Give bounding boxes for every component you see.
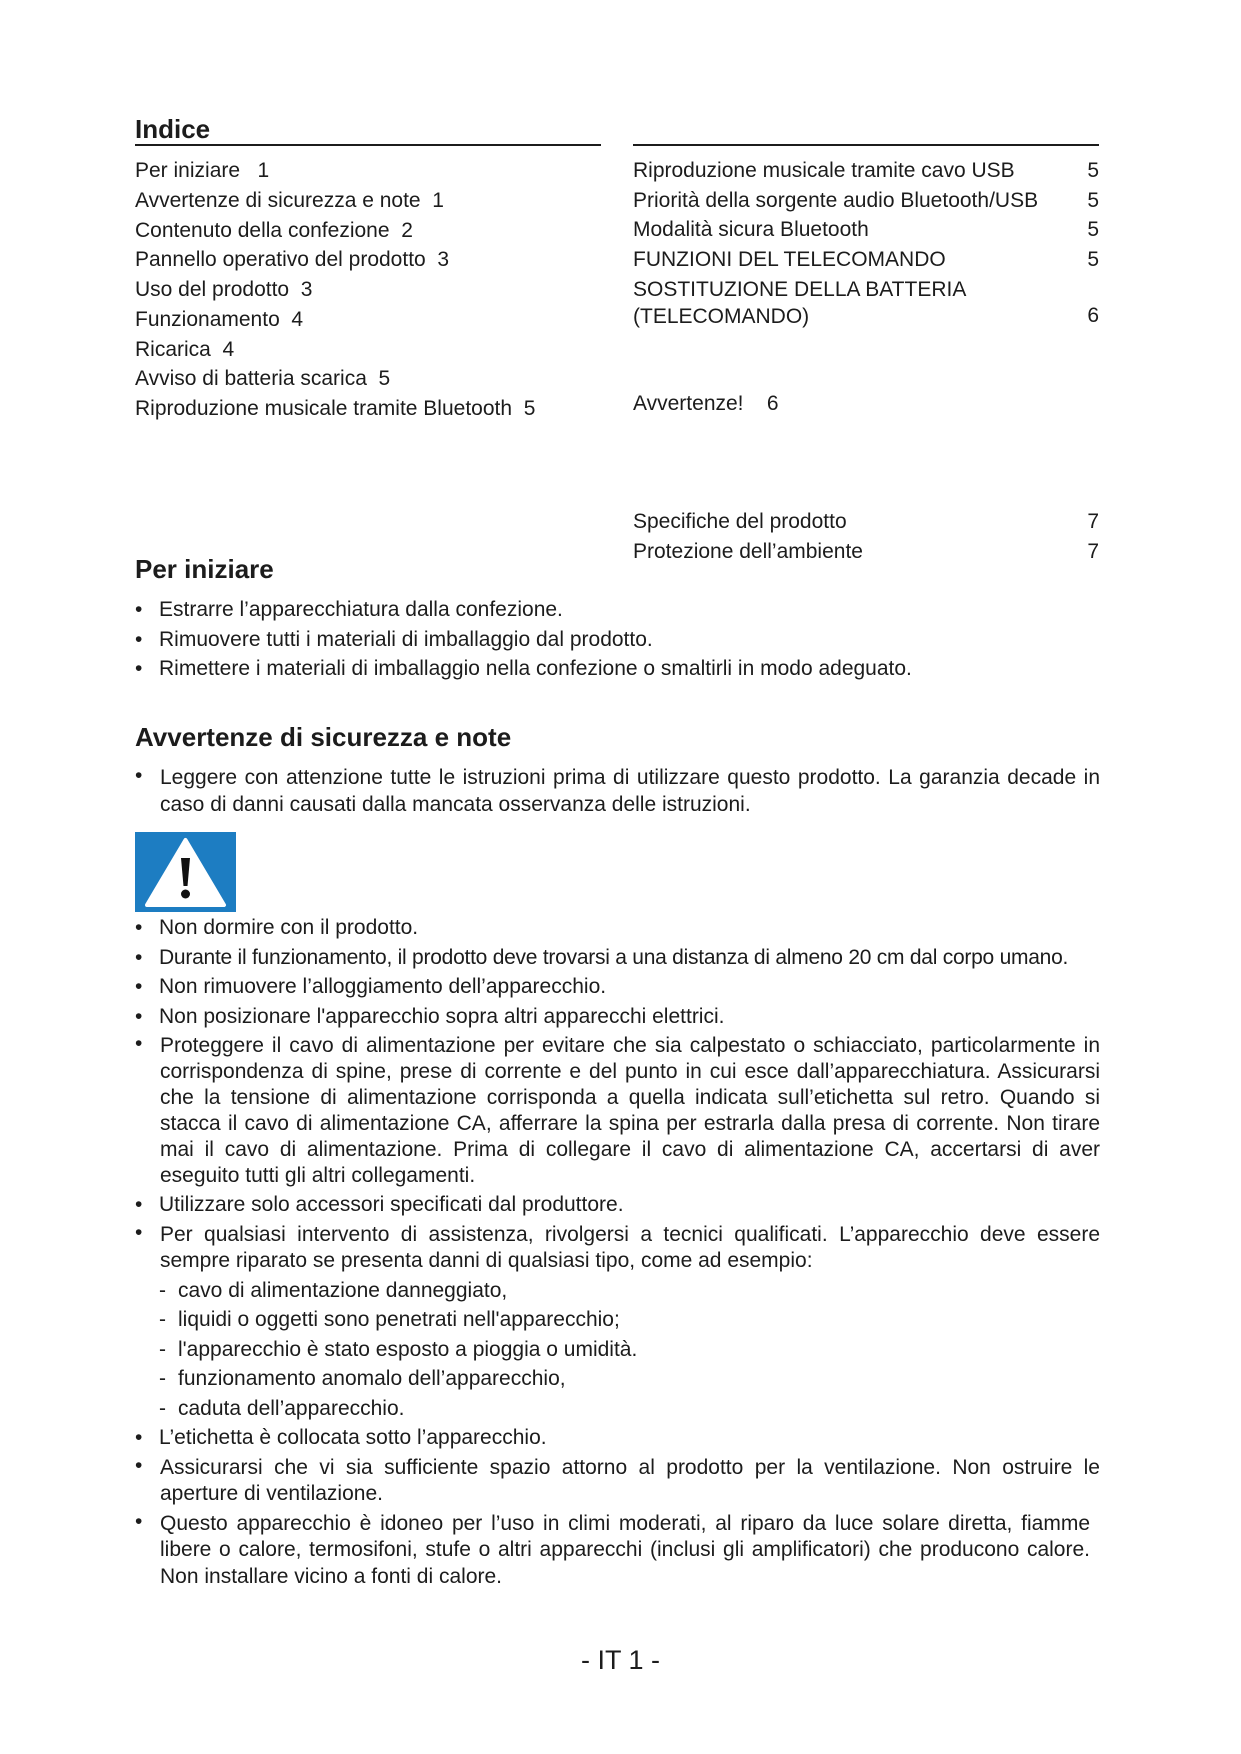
toc-entry-text: SOSTITUZIONE DELLA BATTERIA (TELECOMANDO) [633,278,966,328]
list-item: • Leggere con attenzione tutte le istruzioni prima di utilizzare questo prodotto. La garanzia decade in caso di danni causati dalla mancata osservanza delle istruzioni. [135,764,1100,816]
list-item: • Non dormire con il prodotto. [135,913,1100,943]
dash-icon: - [159,1308,166,1331]
bullet-icon: • [135,764,143,787]
toc-entry[interactable]: Riproduzione musicale tramite Bluetooth 5 [135,397,536,420]
toc-entry[interactable] [633,507,1099,537]
toc-entry[interactable]: Per iniziare 1 [135,159,270,182]
toc-entry[interactable] [633,186,1099,216]
bullet-icon: • [135,1453,143,1477]
index-right-column [633,156,1099,566]
dash-icon: - [159,1278,166,1302]
toc-entry[interactable]: Uso del prodotto 3 [135,278,313,301]
list-item: • Non posizionare l'apparecchio sopra altri apparecchi elettrici. [135,1002,1100,1032]
list-item: • Rimettere i materiali di imballaggio nella confezione o smaltirli in modo adeguato. [135,654,1100,684]
toc-entry-text: Specifiche del prodotto [633,510,847,533]
toc-entry-text: Modalità sicura Bluetooth [633,218,869,241]
toc-entry-text: Priorità della sorgente audio Bluetooth/USB [633,188,1039,212]
list-item: • Proteggere il cavo di alimentazione per evitare che sia calpestato o schiacciato, particolarmente in corrispondenza di spine, prese di corrente e del punto in cui esce dall’apparecchiatura. Assicurarsi che la tensione di alimentazione corrisponda a quella indicata sull’etichetta sul retro. Quando si stacca il cavo di alimentazione CA, afferrare la spina per estrarla dalla presa di corrente. Non tirare mai il cavo di alimentazione. Prima di collegare il cavo di alimentazione CA, accertarsi di aver eseguito tutti gli altri collegamenti. [135,1032,1100,1187]
toc-entry[interactable] [633,276,1099,330]
bullet-icon: • [135,627,143,651]
toc-entry[interactable] [633,330,1099,507]
list-item: • Questo apparecchio è idoneo per l’uso in climi moderati, al riparo da luce solare diretta, fiamme libere o calore, termosifoni, stufe o altri apparecchi (inclusi gli amplificatori) che producono calore. Non installare vicino a fonti di calore. [135,1509,1090,1588]
list-item: • Estrarre l’apparecchiatura dalla confezione. [135,595,1100,625]
list-item: - l'apparecchio è stato esposto a pioggia o umidità. [135,1335,1100,1365]
dash-icon: - [159,1367,166,1390]
dash-icon: - [159,1396,166,1420]
getting-started-title: Per iniziare [135,554,274,584]
bullet-icon: • [135,1220,143,1244]
index-title: Indice [135,114,211,144]
warning-triangle-icon [135,832,236,912]
list-item: • Utilizzare solo accessori specificati dal produttore. [135,1190,1100,1220]
index-header-right-rule [633,112,1099,146]
page-number: - IT 1 - [580,1645,660,1675]
list-item: - caduta dell’apparecchio. [135,1394,1100,1424]
toc-entry-page: 6 [1087,303,1099,327]
bullet-icon: • [135,1509,143,1533]
bullet-icon: • [135,1426,143,1449]
toc-entry[interactable] [633,537,1099,567]
toc-entry-text: Protezione dell’ambiente [633,539,863,563]
toc-entry[interactable] [633,156,1099,186]
list-item: • Non rimuovere l’alloggiamento dell’apparecchio. [135,972,1100,1002]
bullet-icon: • [135,975,143,998]
toc-entry-page: 7 [1087,539,1099,563]
list-item: - cavo di alimentazione danneggiato, [135,1276,1100,1306]
toc-entry[interactable]: Avvertenze di sicurezza e note 1 [135,188,444,212]
safety-title: Avvertenze di sicurezza e note [135,722,512,752]
dash-icon: - [159,1337,166,1361]
toc-entry[interactable]: Ricarica 4 [135,337,235,361]
list-item: - liquidi o oggetti sono penetrati nell'apparecchio; [135,1305,1100,1335]
toc-entry[interactable]: Avviso di batteria scarica 5 [135,367,391,391]
safety-intro-list [135,763,1100,819]
toc-entry-text: Avvertenze! 6 [633,392,779,415]
toc-entry[interactable]: Contenuto della confezione 2 [135,218,413,242]
bullet-icon: • [135,1004,143,1028]
bullet-icon: • [135,916,143,939]
safety-list [135,913,1100,1591]
toc-entry-page: 5 [1087,188,1099,212]
getting-started-list [135,595,1100,684]
toc-entry-page: 5 [1087,159,1099,182]
bullet-icon: • [135,598,143,621]
list-item: - funzionamento anomalo dell’apparecchio, [135,1364,1100,1394]
toc-entry-page: 5 [1087,218,1099,241]
index-header-left [135,112,601,146]
toc-entry[interactable]: Pannello operativo del prodotto 3 [135,248,450,272]
toc-entry-text: Riproduzione musicale tramite cavo USB [633,159,1015,182]
bullet-icon: • [135,1032,143,1055]
list-item: • Durante il funzionamento, il prodotto deve trovarsi a una distanza di almeno 20 cm dal corpo umano. [135,943,1100,973]
bullet-icon: • [135,1193,143,1216]
list-item: • L’etichetta è collocata sotto l’apparecchio. [135,1423,1100,1453]
toc-entry-text: FUNZIONI DEL TELECOMANDO [633,247,946,271]
bullet-icon: • [135,945,143,969]
list-item: • Per qualsiasi intervento di assistenza, rivolgersi a tecnici qualificati. L’apparecchio deve essere sempre riparato se presenta danni di qualsiasi tipo, come ad esempio: [135,1220,1100,1272]
toc-entry-page: 7 [1087,510,1099,533]
toc-entry-page: 5 [1087,247,1099,271]
toc-entry[interactable]: Funzionamento 4 [135,307,304,331]
list-item: • Assicurarsi che vi sia sufficiente spazio attorno al prodotto per la ventilazione. Non ostruire le aperture di ventilazione. [135,1453,1100,1505]
toc-entry[interactable] [633,245,1099,275]
index-left-column [135,156,605,424]
bullet-icon: • [135,657,143,680]
list-item: • Rimuovere tutti i materiali di imballaggio dal prodotto. [135,625,1100,655]
toc-entry[interactable] [633,215,1099,245]
